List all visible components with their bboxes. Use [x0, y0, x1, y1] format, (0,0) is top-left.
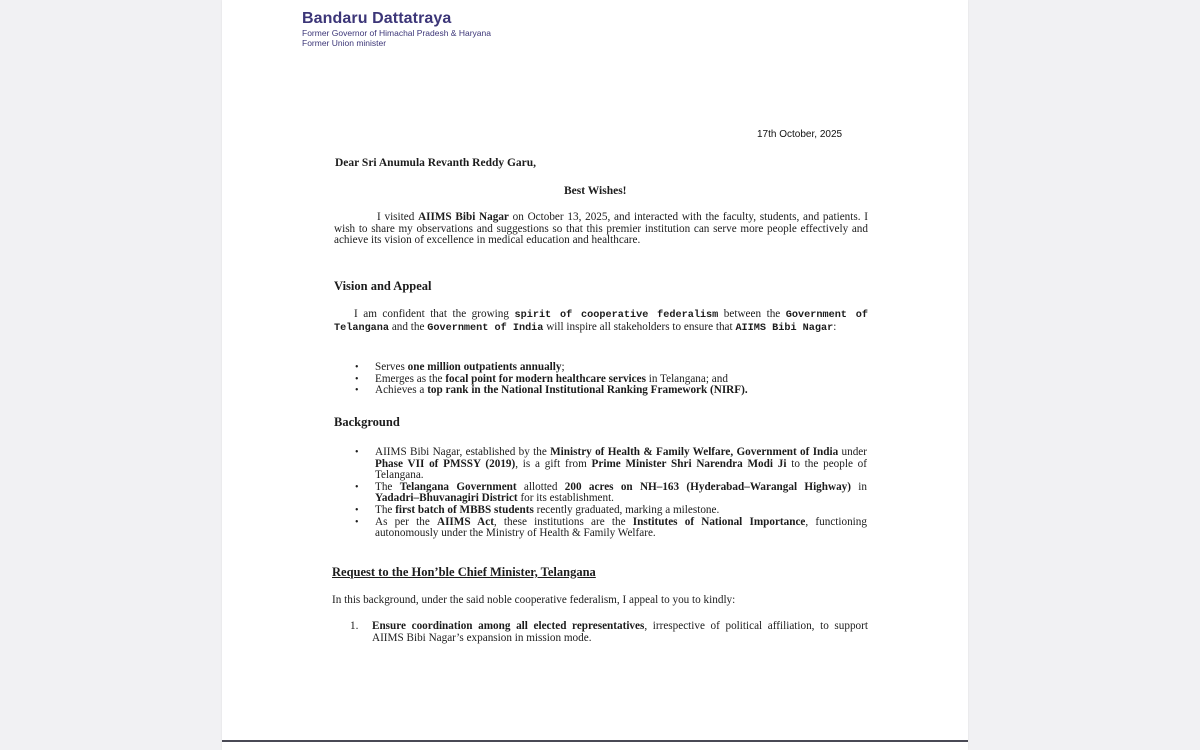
letterhead — [302, 10, 491, 48]
letterhead-title-1: Former Governor of Himachal Pradesh & Haryana — [302, 28, 491, 38]
salutation: Dear Sri Anumula Revanth Reddy Garu, — [335, 157, 537, 169]
item-number: 1. — [350, 620, 359, 632]
background-bullet-list — [375, 447, 867, 540]
list-item: • The first batch of MBBS students recently graduated, marking a milestone. — [375, 505, 867, 517]
letterhead-title-2: Former Union minister — [302, 38, 387, 48]
list-item: • Serves one million outpatients annually; — [375, 362, 875, 374]
list-item: • AIIMS Bibi Nagar, established by the Ministry of Health & Family Welfare, Government of India under Phase VII of PMSSY (2019), is a gift from Prime Minister Shri Narendra Modi Ji to the people of Telangana. — [375, 447, 867, 482]
list-item: • Achieves a top rank in the National Institutional Ranking Framework (NIRF). — [375, 385, 875, 397]
request-numbered-list — [350, 620, 868, 644]
vision-heading: Vision and Appeal — [334, 279, 432, 293]
letter-date: 17th October, 2025 — [757, 129, 843, 140]
vision-bullet-list — [375, 362, 875, 397]
letterhead-name: Bandaru Dattatraya — [302, 10, 452, 27]
request-heading: Request to the Hon’ble Chief Minister, Telangana — [332, 565, 596, 579]
bottom-divider — [222, 740, 968, 742]
request-intro: In this background, under the said noble cooperative federalism, I appeal to you to kindly: — [332, 594, 736, 606]
letter-page — [222, 0, 968, 750]
intro-paragraph: I visited AIIMS Bibi Nagar on October 13, 2025, and interacted with the faculty, students, and patients. I wish to share my observations and suggestions so that this premier institution can serve more people effectively and achieve its vision of excellence in medical education and healthcare. — [334, 211, 868, 247]
list-item: 1. Ensure coordination among all elected representatives, irrespective of political affiliation, to support AIIMS Bibi Nagar’s expansion in mission mode. — [350, 620, 868, 644]
background-heading: Background — [334, 415, 400, 429]
list-item: • Emerges as the focal point for modern healthcare services in Telangana; and — [375, 374, 875, 386]
vision-paragraph: I am confident that the growing spirit of cooperative federalism between the Government of Telangana and the Government of India will inspire all stakeholders to ensure that AIIMS Bibi Nagar: — [334, 308, 868, 334]
list-item: • The Telangana Government allotted 200 acres on NH–163 (Hyderabad–Warangal Highway) in Yadadri–Bhuvanagiri District for its establishment. — [375, 482, 867, 505]
list-item: • As per the AIIMS Act, these institutions are the Institutes of National Importance, functioning autonomously under the Ministry of Health & Family Welfare. — [375, 517, 867, 540]
greeting: Best Wishes! — [564, 185, 627, 197]
